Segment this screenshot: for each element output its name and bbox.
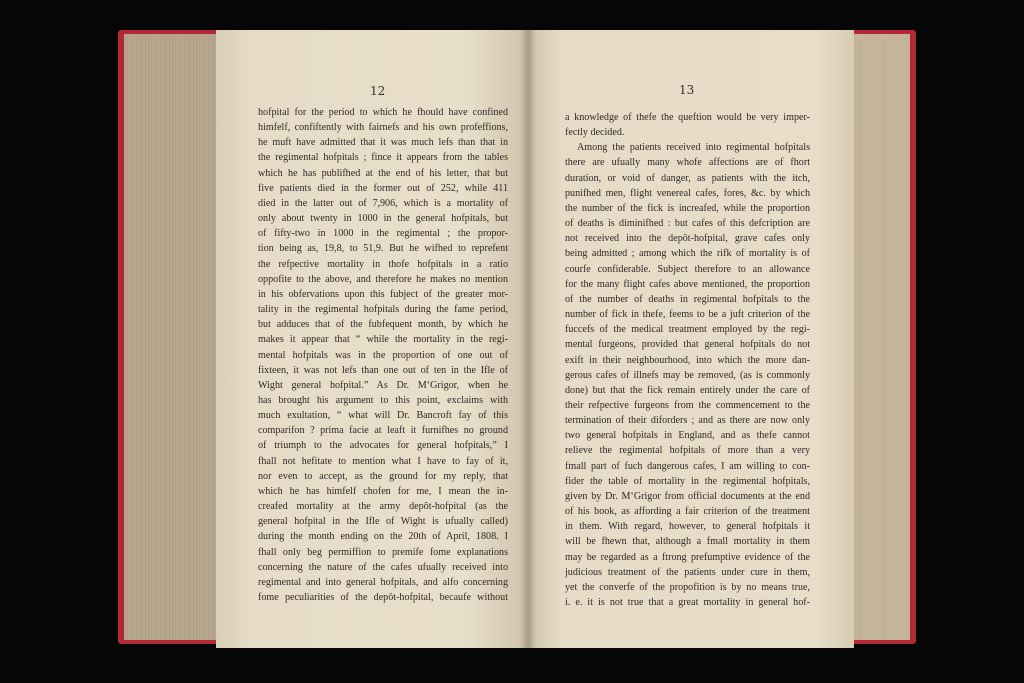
text-line: general hofpital in the Ifle of Wight is ufually called) [258,516,508,528]
text-line: nor even to accept, as the ground for my reply, that [258,470,508,482]
text-line: mental furgeons, provided that general hofpitals do not [565,339,810,351]
text-line: may be regarded as a ftrong prefumptive evidence of the [565,551,810,563]
text-line: tion being as, 19,8, to 51,9. But he wifhed to reprefent [258,243,508,255]
right-page-text [565,110,810,610]
text-line: Among the patients received into regimental hofpitals [577,142,810,154]
text-line: comparifon ? prima facie at leaft it furnifhes no ground [258,425,508,437]
text-line: fuccefs of the medical treatment employed by the regi- [565,324,810,336]
text-line: fhall only beg permiffion to premife fome explanations [258,546,508,558]
text-line: has brought his argument to this point, exclaims with [258,394,508,406]
text-line: i. e. it is not true that a great mortality in general hof- [565,597,810,608]
book-gutter [520,30,536,648]
text-line: exift in their neighbourhood, into which the more dan- [565,354,810,366]
text-line: much exultation, “ what will Dr. Bancroft fay of this [258,410,508,422]
text-line: a knowledge of thefe the queftion would be very imper- [565,112,810,123]
left-page-edges [124,34,220,640]
right-page-number: 13 [679,83,695,97]
text-line: fectly decided. [565,127,625,139]
left-page-text [258,105,508,605]
text-line: done) but that the fick remain entirely under the care of [565,384,810,396]
text-line: yet the converfe of the propofition is by no means true, [565,581,810,593]
text-line: fhall not hefitate to mention what I have to fay of it, [258,455,508,467]
text-line: of the number of deaths in regimental hofpitals to the [565,293,810,305]
text-line: but adduces that of the fubfequent month, by which he [258,319,508,331]
text-line: termination of their diforders ; and as there are now only [565,415,810,427]
text-line: hofpital for the period to which he fhould have confined [258,107,508,118]
text-line: the regimental hofpitals ; fince it appears from the tables [258,152,508,164]
text-line: not received into the depôt-hofpital, grave cafes only [565,233,810,245]
text-line: fider the table of mortality in the regimental hofpitals, [565,475,810,487]
text-line: mental hofpitals was in the proportion of one out of [258,349,508,361]
text-line: will be fhewn that, although a fmall mortality in them [565,536,810,548]
text-line: courfe confiderable. Subject therefore to an allowance [565,263,810,275]
text-line: fixteen, it was not lefs than one out of ten in the Ifle of [258,364,508,376]
text-line: died in the latter out of 7,906, which is a mortality of [258,197,508,209]
text-line: of fifty-two in 1000 in the regimental ; the propor- [258,228,508,240]
text-line: which he has himfelf chofen for me, I mean the in- [258,485,508,497]
text-line: of deaths is diminifhed : but cafes of this defcription are [565,218,810,230]
text-line: duration, or void of danger, as patients with the itch, [565,172,810,184]
text-line: of his book, as affording a fair criterion of the treatment [565,506,810,518]
text-line: oppofite to the above, and therefore he makes no mention [258,273,508,285]
text-line: relieve the regimental hofpitals of more than a very [565,445,810,457]
text-line: of triumph to the advocates for general hofpitals,” I [258,440,508,452]
text-line: gerous cafes of illnefs may be removed, (as is commonly [565,369,810,381]
right-page-edges [852,34,910,640]
text-line: in his obfervations upon this fubject of the greater mor- [258,288,508,300]
text-line: for the many flight cafes above mentioned, the proportion [565,278,810,290]
text-line: he muft have admitted that it was much lefs than that in [258,137,508,149]
text-line: two general hofpitals in England, and as thefe cannot [565,430,810,442]
text-line: the refpective mortality in thofe hofpitals in a ratio [258,258,508,270]
left-page-number: 12 [370,84,386,98]
text-line: fome peculiarities of the depôt-hofpital, becaufe without [258,592,508,603]
text-line: concerning the nature of the cafes ufually received into [258,561,508,573]
text-line: Wight general hofpital.” As Dr. M‘Grigor, when he [258,379,508,391]
text-line: fmall part of fuch dangerous cafes, I am willing to con- [565,460,810,472]
text-line: being admitted ; among which the rifk of mortality is of [565,248,810,260]
text-line: five patients died in the former out of 252, while 411 [258,182,508,194]
text-line: makes it appear that “ while the mortality in the regi- [258,334,508,346]
text-line: number of fick in thefe, feems to be a juft criterion of the [565,309,810,321]
text-line: regimental and into general hofpitals, and alfo concerning [258,576,508,588]
text-line: their refpective furgeons from the commencement to the [565,399,810,411]
text-line: the number of the fick is increafed, while the proportion [565,202,810,214]
text-line: given by Dr. M‘Grigor from official documents at the end [565,490,810,502]
text-line: during the month ending on the 20th of April, 1808. I [258,531,508,543]
text-line: there are ufually many whofe affections are of fhort [565,157,810,169]
text-line: judicious treatment of the patients under cure in them, [565,566,810,578]
text-line: in them. With regard, however, to general hofpitals it [565,521,810,533]
text-line: only about twenty in 1000 in the general hofpitals, but [258,213,508,225]
text-line: creafed mortality at the army depôt-hofpital (as the [258,501,508,513]
text-line: tality in the regimental hofpitals during the fame period, [258,304,508,316]
text-line: which he has publifhed at the end of his letter, that but [258,167,508,179]
text-line: himfelf, confiftently with fairnefs and his own profeffions, [258,122,508,134]
text-line: punifhed men, flight venereal cafes, fores, &c. by which [565,187,810,199]
